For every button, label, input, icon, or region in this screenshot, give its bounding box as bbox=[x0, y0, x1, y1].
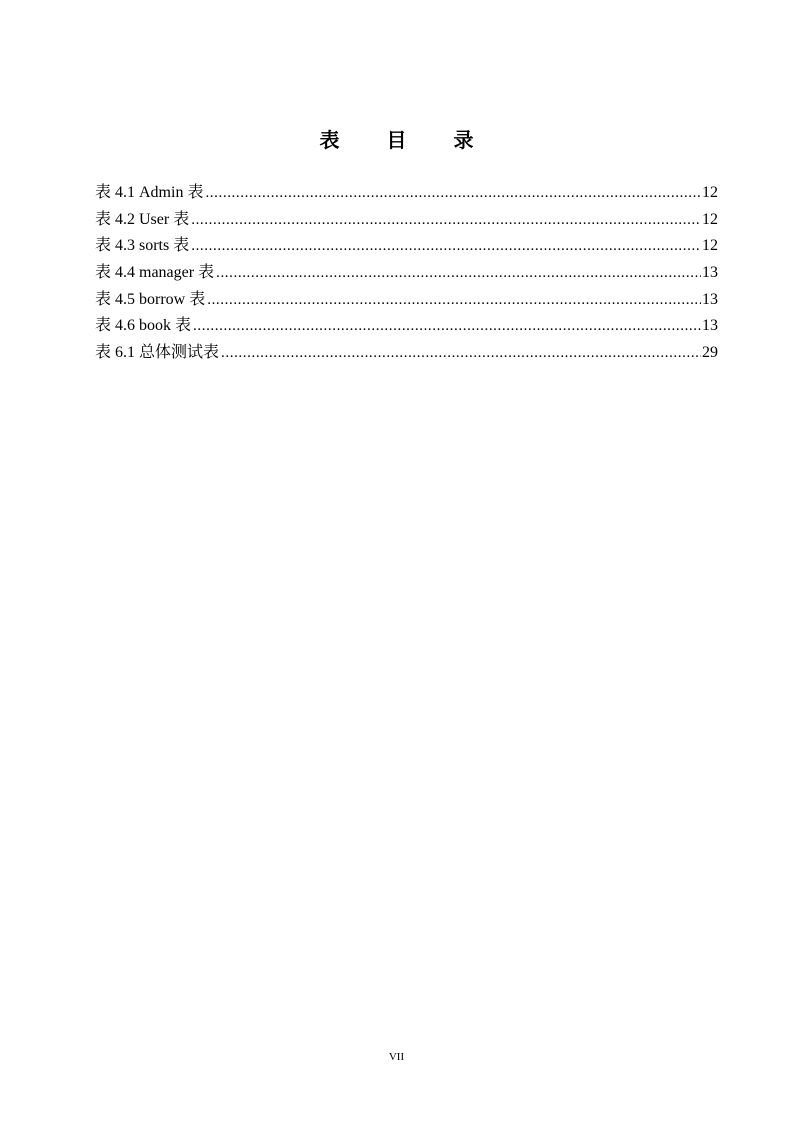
toc-entry-page: 12 bbox=[702, 184, 718, 201]
toc-entry-page: 12 bbox=[702, 210, 718, 228]
toc-entry-page: 13 bbox=[702, 290, 718, 308]
toc-entry-label: 表 4.5 borrow 表 bbox=[95, 290, 206, 308]
toc-entry-page: 13 bbox=[702, 317, 718, 335]
toc-entry-label: 表 4.2 User 表 bbox=[95, 210, 190, 228]
toc-entry-page: 29 bbox=[702, 344, 718, 362]
toc-entry[interactable] bbox=[95, 260, 718, 287]
toc-dot-leader bbox=[193, 313, 701, 340]
toc-entry[interactable] bbox=[95, 233, 718, 260]
toc-entry-page: 12 bbox=[702, 237, 718, 255]
toc-entry-label: 表 4.1 Admin 表 bbox=[95, 184, 204, 201]
toc-entry[interactable] bbox=[95, 313, 718, 340]
toc-dot-leader bbox=[191, 233, 701, 260]
toc-dot-leader bbox=[207, 287, 701, 314]
page-title: 表 目 录 bbox=[319, 128, 494, 152]
toc-dot-leader bbox=[221, 340, 701, 367]
toc-entry[interactable] bbox=[95, 340, 718, 367]
toc-entry-label: 表 6.1 总体测试表 bbox=[95, 344, 220, 362]
toc-entry-page: 13 bbox=[702, 264, 718, 282]
toc-entry-label: 表 4.4 manager 表 bbox=[95, 264, 215, 282]
toc-entry-label: 表 4.3 sorts 表 bbox=[95, 237, 190, 255]
toc-dot-leader bbox=[205, 180, 701, 207]
toc-dot-leader bbox=[191, 207, 701, 234]
toc-entry[interactable] bbox=[95, 287, 718, 314]
table-of-contents bbox=[95, 180, 718, 367]
toc-dot-leader bbox=[216, 260, 701, 287]
page-number: VII bbox=[388, 1051, 405, 1063]
toc-entry[interactable] bbox=[95, 207, 718, 234]
toc-entry[interactable] bbox=[95, 180, 718, 207]
toc-entry-label: 表 4.6 book 表 bbox=[95, 317, 192, 335]
